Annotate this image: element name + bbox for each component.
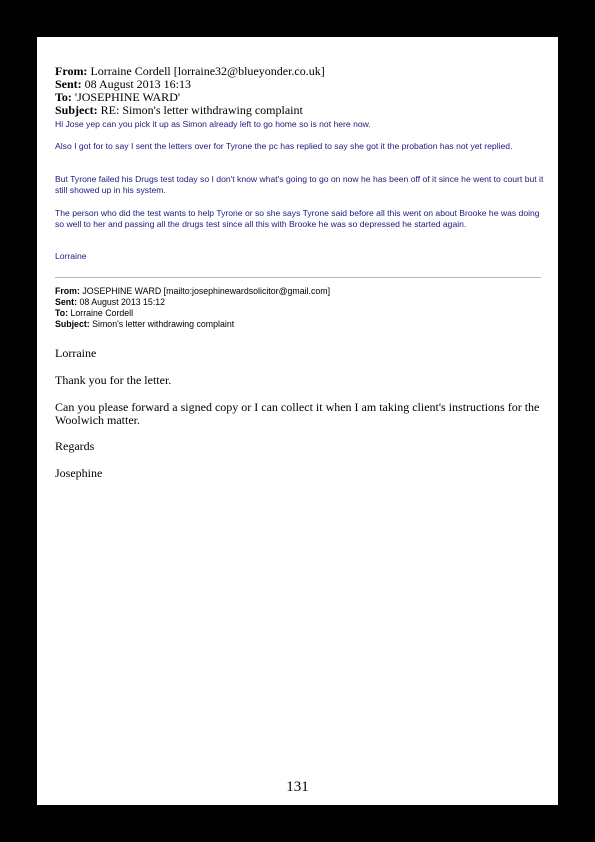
email1-subject-line: Subject: RE: Simon's letter withdrawing complaint: [55, 103, 303, 117]
email1-subject: RE: Simon's letter withdrawing complaint: [100, 103, 303, 117]
email2-sent-line: Sent: 08 August 2013 15:12: [55, 297, 166, 307]
email2-signature: Josephine: [55, 466, 103, 480]
page-number: 131: [286, 779, 309, 795]
email1-from-line: From: Lorraine Cordell [lorraine32@blueyonder.co.uk]: [55, 64, 325, 78]
email1-signature: Lorraine: [55, 251, 87, 261]
email1-sent: 08 August 2013 16:13: [84, 77, 192, 91]
email2-header: [55, 286, 535, 330]
email1-paragraph: Also I got for to say I sent the letters over for Tyrone the pc has replied to say she got it the probation has not yet replied.: [55, 141, 513, 151]
email2-to-line: To: Lorraine Cordell: [55, 308, 134, 318]
email1-from: Lorraine Cordell [lorraine32@blueyonder.co.uk]: [90, 64, 325, 78]
email-separator: [55, 277, 541, 278]
email2-subject: Simon's letter withdrawing complaint: [92, 319, 235, 329]
document-page: [37, 37, 558, 805]
email2-greeting: Lorraine: [55, 346, 97, 360]
email2-paragraph: Thank you for the letter.: [55, 373, 172, 387]
email2-paragraph: Can you please forward a signed copy or I can collect it when I am taking client's instructions for the Woolwich matter.: [55, 400, 540, 427]
email2-subject-line: Subject: Simon's letter withdrawing complaint: [55, 319, 235, 329]
email2-from: JOSEPHINE WARD [mailto:josephinewardsolicitor@gmail.com]: [82, 286, 331, 296]
email1-to-line: To: 'JOSEPHINE WARD': [55, 90, 181, 104]
email1-header: [55, 65, 535, 117]
email2-sent: 08 August 2013 15:12: [79, 297, 166, 307]
email1-to: 'JOSEPHINE WARD': [74, 90, 181, 104]
email1-paragraph: Hi Jose yep can you pick it up as Simon already left to go home so is not here now.: [55, 119, 371, 129]
email1-paragraph: But Tyrone failed his Drugs test today so I don't know what's going to go on now he has been off of it since he went to court but it still showed up in his system.: [55, 174, 544, 195]
email2-from-line: From: JOSEPHINE WARD [mailto:josephinewardsolicitor@gmail.com]: [55, 286, 331, 296]
email2-closing: Regards: [55, 439, 95, 453]
email1-sent-line: Sent: 08 August 2013 16:13: [55, 77, 192, 91]
email1-paragraph: The person who did the test wants to help Tyrone or so she says Tyrone said before all this went on about Brooke he was doing so well to her and passing all the drugs test since all this with Brooke he was so depressed he started again.: [55, 208, 540, 229]
email2-to: Lorraine Cordell: [70, 308, 134, 318]
